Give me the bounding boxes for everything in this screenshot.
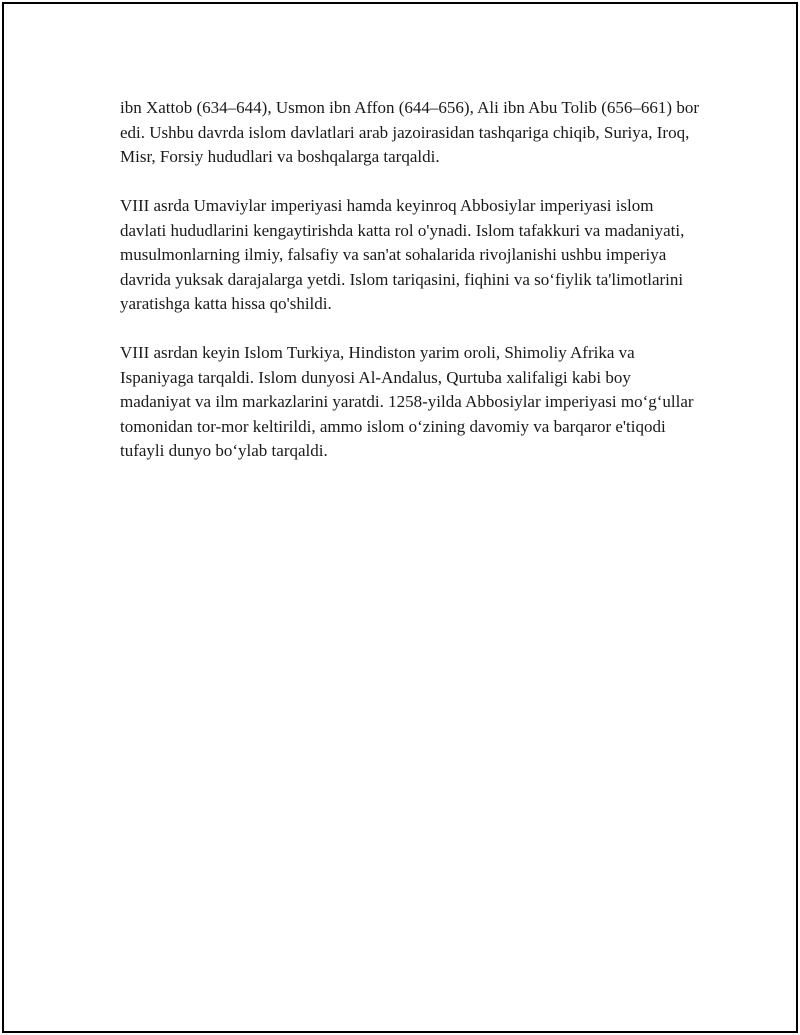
document-body (120, 96, 700, 488)
document-page (2, 2, 798, 1033)
paragraph-2: VIII asrda Umaviylar imperiyasi hamda keyinroq Abbosiylar imperiyasi islom davlati hududlarini kengaytirishda katta rol o'ynadi. Islom tafakkuri va madaniyati, musulmonlarning ilmiy, falsafiy va san'at sohalarida rivojlanishi ushbu imperiya davrida yuksak darajalarga yetdi. Islom tariqasini, fiqhini va so‘fiylik ta'limotlarini yaratishga katta hissa qo'shildi. (120, 196, 685, 313)
paragraph-3: VIII asrdan keyin Islom Turkiya, Hindiston yarim oroli, Shimoliy Afrika va Ispaniyaga tarqaldi. Islom dunyosi Al-Andalus, Qurtuba xalifaligi kabi boy madaniyat va ilm markazlarini yaratdi. 1258-yilda Abbosiylar imperiyasi mo‘g‘ullar tomonidan tor-mor keltirildi, ammo islom o‘zining davomiy va barqaror e'tiqodi tufayli dunyo bo‘ylab tarqaldi. (120, 343, 694, 460)
paragraph-1: ibn Xattob (634–644), Usmon ibn Affon (644–656), Ali ibn Abu Tolib (656–661) bor edi. Ushbu davrda islom davlatlari arab jazoirasidan tashqariga chiqib, Suriya, Iroq, Misr, Forsiy hududlari va boshqalarga tarqaldi. (120, 98, 699, 166)
